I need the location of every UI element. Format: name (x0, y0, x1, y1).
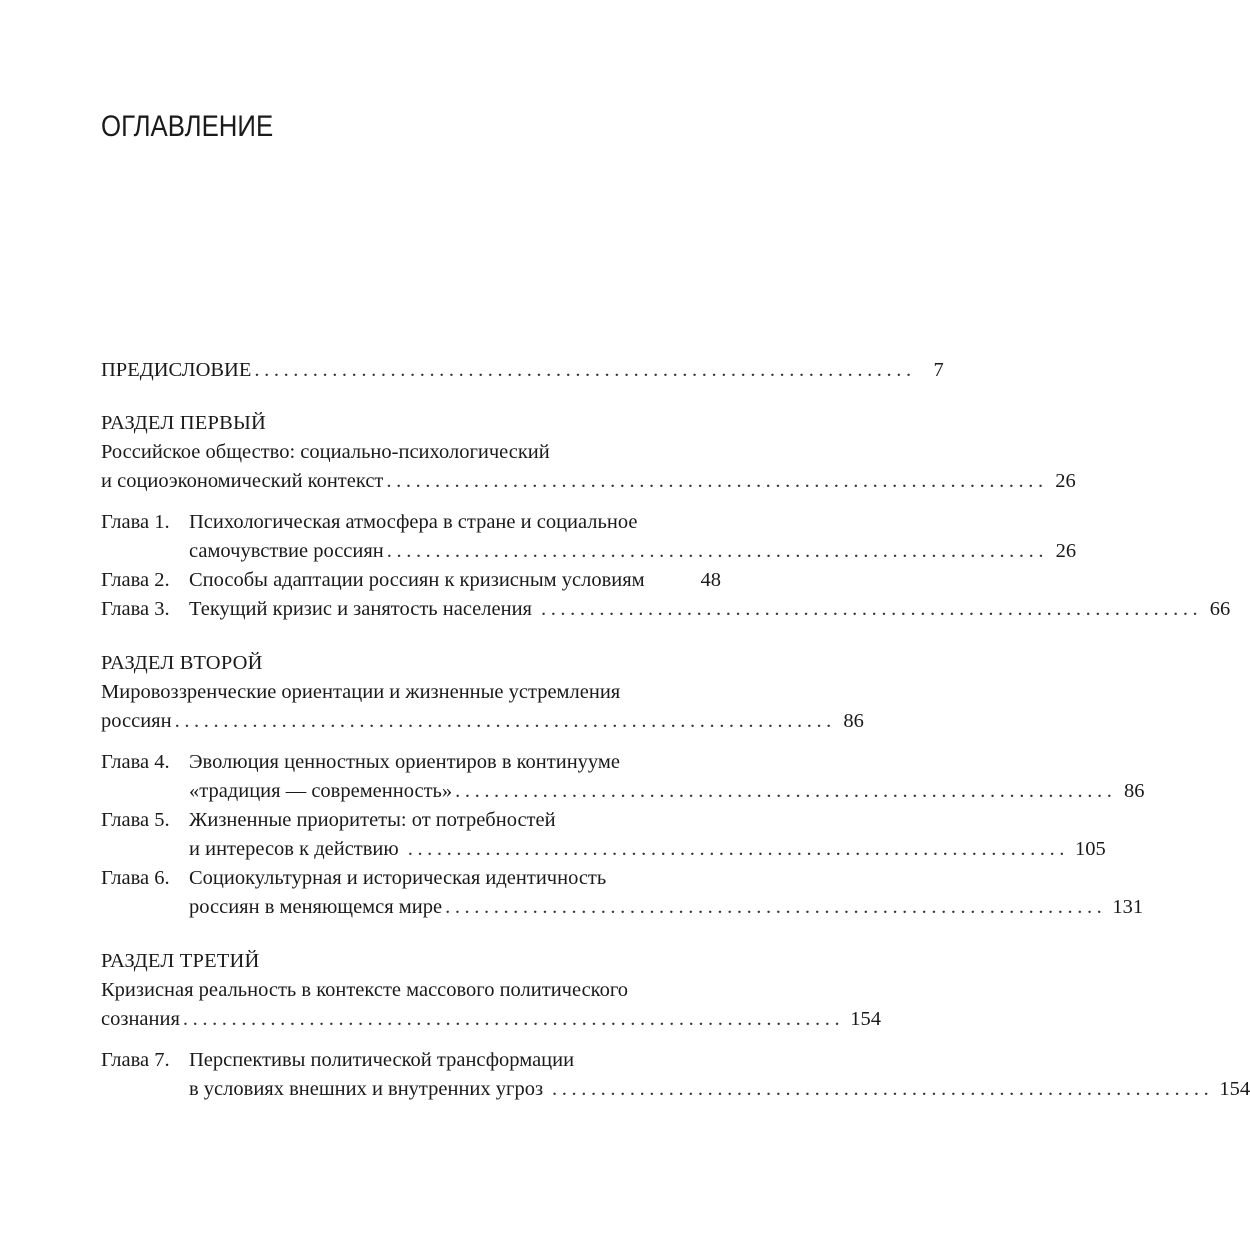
chapter-title-line: Эволюция ценностных ориентиров в континууме (189, 751, 620, 773)
section-heading: РАЗДЕЛ ТРЕТИЙ (101, 950, 260, 972)
section-title-line: Мировоззренческие ориентации и жизненные устремления (101, 681, 621, 703)
chapter-title-line: Социокультурная и историческая идентичность (189, 867, 607, 889)
toc-entry-chapter-5-cont[interactable] (101, 835, 1106, 864)
page-title: ОГЛАВЛЕНИЕ (101, 110, 274, 143)
entry-title: россиян (101, 710, 172, 732)
chapter-label: Глава 6. (101, 867, 170, 889)
section-heading: РАЗДЕЛ ПЕРВЫЙ (101, 412, 267, 434)
table-of-contents (101, 356, 1250, 1104)
page-number: 48 (700, 569, 721, 591)
page-number: 154 (1219, 1078, 1250, 1100)
page-number: 7 (933, 359, 944, 381)
page-number: 105 (1075, 838, 1106, 860)
toc-entry-chapter-2[interactable] (101, 566, 721, 595)
chapter-title-line: Текущий кризис и занятость населения (189, 598, 532, 620)
page-number: 26 (1055, 470, 1076, 492)
chapter-title-line: Перспективы политической трансформации (189, 1049, 575, 1071)
page-number: 86 (1123, 780, 1145, 802)
chapter-title-line: Способы адаптации россиян к кризисным условиям (189, 569, 645, 591)
toc-entry-chapter-1-cont[interactable] (101, 537, 1077, 566)
chapter-label: Глава 2. (101, 569, 170, 591)
chapter-title-line: Жизненные приоритеты: от потребностей (189, 809, 556, 831)
entry-title: сознания (101, 1008, 180, 1030)
section-heading: РАЗДЕЛ ВТОРОЙ (101, 652, 263, 674)
dot-leader: .................................................................... (386, 540, 1049, 562)
chapter-label: Глава 5. (101, 809, 170, 831)
toc-entry-chapter-4-cont[interactable] (101, 777, 1145, 806)
chapter-title-line: «традиция — современность» (189, 780, 453, 802)
toc-entry-section-3[interactable] (101, 1005, 881, 1034)
toc-entry-chapter-6-cont[interactable] (101, 893, 1144, 922)
chapter-label: Глава 1. (101, 511, 170, 533)
dot-leader: .................................................................... (174, 710, 836, 732)
entry-title: ПРЕДИСЛОВИЕ (101, 359, 252, 381)
chapter-title-line: россиян в меняющемся мире (189, 896, 443, 918)
page-number: 66 (1209, 598, 1231, 620)
page-number: 154 (850, 1008, 881, 1030)
toc-entry-chapter-4[interactable] (101, 748, 721, 777)
dot-leader: .................................................................... (540, 598, 1203, 620)
toc-entry-section-1[interactable] (101, 467, 1076, 496)
section-title-line: Российское общество: социально-психологический (101, 441, 550, 463)
page-number: 86 (843, 710, 864, 732)
toc-entry-chapter-3[interactable] (101, 595, 1231, 624)
toc-entry-chapter-7-cont[interactable] (101, 1075, 1250, 1104)
page-number: 131 (1112, 896, 1144, 918)
dot-leader: .................................................................... (455, 780, 1117, 802)
section-title-line: Кризисная реальность в контексте массового политического (101, 979, 628, 1001)
entry-title: и социоэкономический контекст (101, 470, 384, 492)
dot-leader: .................................................................... (182, 1008, 845, 1030)
chapter-label: Глава 3. (101, 598, 170, 620)
dot-leader: .................................................................... (254, 359, 916, 381)
chapter-title-line: самочувствие россиян (189, 540, 384, 562)
chapter-label: Глава 7. (101, 1049, 170, 1071)
toc-entry-preface[interactable] (101, 356, 944, 385)
dot-leader: .................................................................... (386, 470, 1048, 492)
toc-entry-section-2[interactable] (101, 707, 864, 736)
toc-entry-chapter-5[interactable] (101, 806, 721, 835)
chapter-title-line: и интересов к действию (189, 838, 399, 860)
toc-entry-chapter-6[interactable] (101, 864, 721, 893)
toc-entry-chapter-7[interactable] (101, 1046, 721, 1075)
dot-leader: .................................................................... (445, 896, 1107, 918)
chapter-title-line: Психологическая атмосфера в стране и социальное (189, 511, 638, 533)
dot-leader: .................................................................... (552, 1078, 1214, 1100)
chapter-title-line: в условиях внешних и внутренних угроз (189, 1078, 544, 1100)
chapter-label: Глава 4. (101, 751, 170, 773)
dot-leader: .................................................................... (407, 838, 1070, 860)
toc-entry-chapter-1[interactable] (101, 508, 721, 537)
page-number: 26 (1055, 540, 1077, 562)
